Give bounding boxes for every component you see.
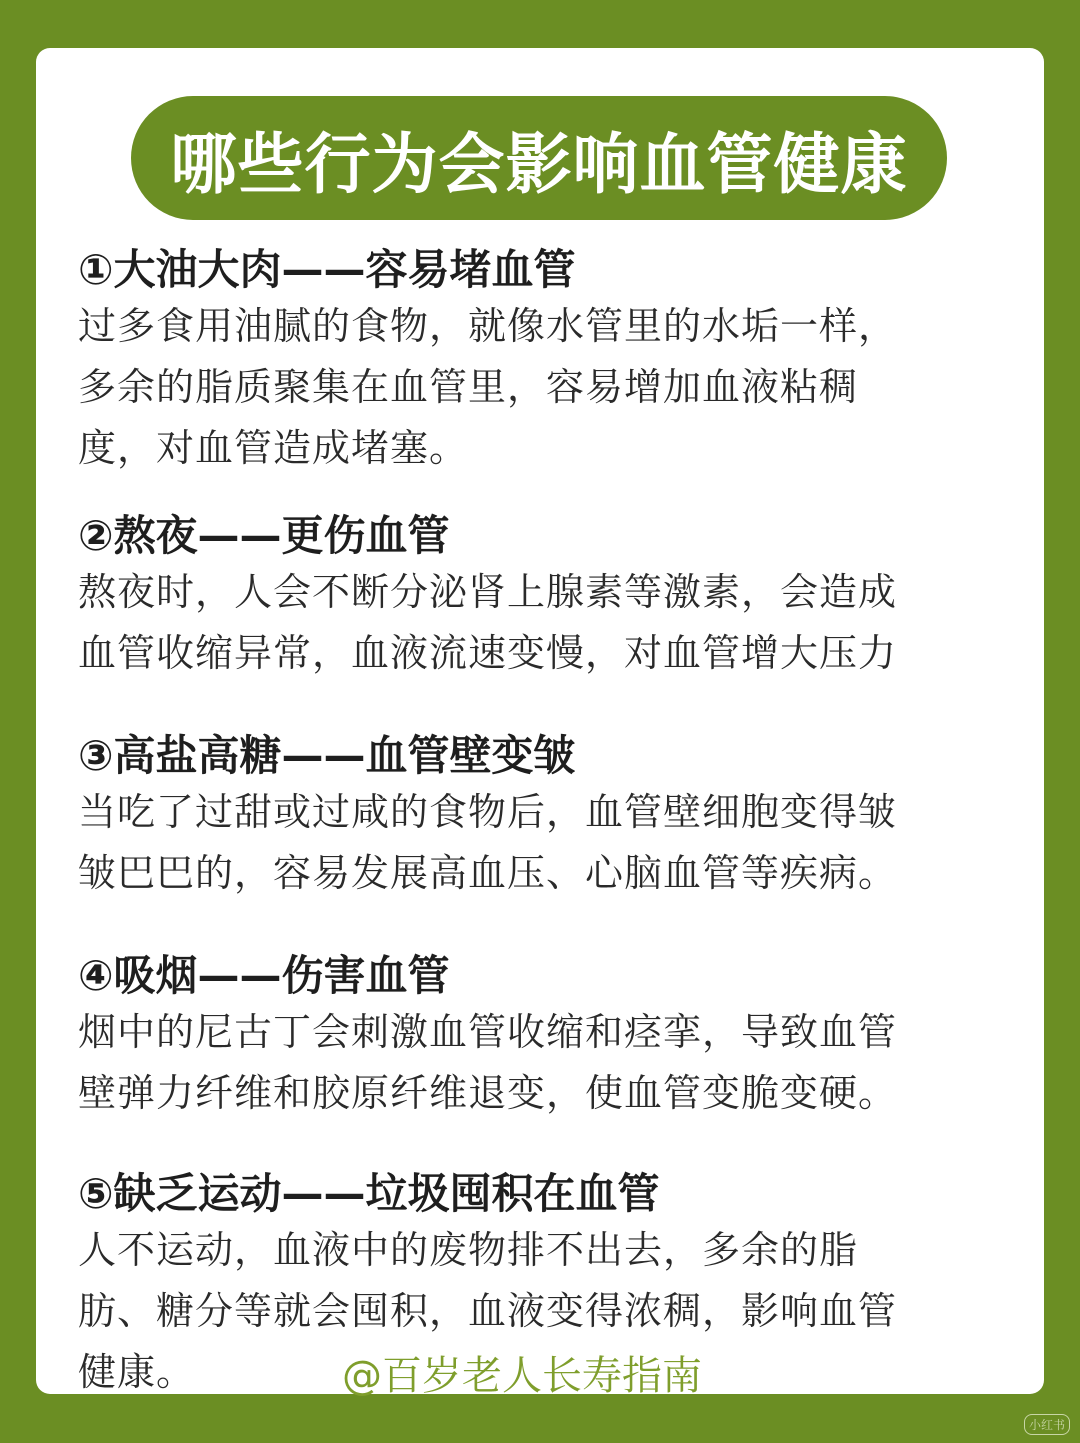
body-line: 度，对血管造成堵塞。 xyxy=(78,426,469,470)
body-line: 过多食用油腻的食物，就像水管里的水垢一样， xyxy=(78,304,898,348)
section-heading: ②熬夜——更伤血管 xyxy=(78,511,450,560)
section-heading: ①大油大肉——容易堵血管 xyxy=(78,245,576,294)
page-title: 哪些行为会影响血管健康 xyxy=(170,125,908,203)
author-signature: @百岁老人长寿指南 xyxy=(342,1353,702,1399)
section-heading: ③高盐高糖——血管壁变皱 xyxy=(78,731,576,780)
section-1 xyxy=(78,244,1008,479)
body-line: 人不运动，血液中的废物排不出去，多余的脂 xyxy=(78,1228,859,1272)
title-banner xyxy=(131,96,947,220)
body-line: 熬夜时，人会不断分泌肾上腺素等激素，会造成 xyxy=(78,570,898,614)
body-line: 血管收缩异常，血液流速变慢，对血管增大压力 xyxy=(78,631,898,675)
body-line: 烟中的尼古丁会刺激血管收缩和痉挛，导致血管 xyxy=(78,1010,898,1054)
content-card xyxy=(36,48,1044,1399)
body-line: 皱巴巴的，容易发展高血压、心脑血管等疾病。 xyxy=(78,851,898,895)
section-heading: ⑤缺乏运动——垃圾囤积在血管 xyxy=(78,1169,660,1218)
watermark-logo: 小红书 xyxy=(1024,1414,1070,1435)
section-2 xyxy=(78,510,1008,684)
section-body xyxy=(78,1002,1008,1124)
body-line: 多余的脂质聚集在血管里，容易增加血液粘稠 xyxy=(78,365,859,409)
section-body xyxy=(78,562,1008,684)
body-line: 肪、糖分等就会囤积，血液变得浓稠，影响血管 xyxy=(78,1289,898,1333)
section-body xyxy=(78,782,1008,904)
section-heading: ④吸烟——伤害血管 xyxy=(78,951,450,1000)
body-line: 健康。 xyxy=(78,1350,196,1394)
body-line: 当吃了过甜或过咸的食物后，血管壁细胞变得皱 xyxy=(78,790,898,834)
section-3 xyxy=(78,730,1008,904)
section-body xyxy=(78,296,1008,479)
body-line: 壁弹力纤维和胶原纤维退变，使血管变脆变硬。 xyxy=(78,1071,898,1115)
section-4 xyxy=(78,950,1008,1124)
